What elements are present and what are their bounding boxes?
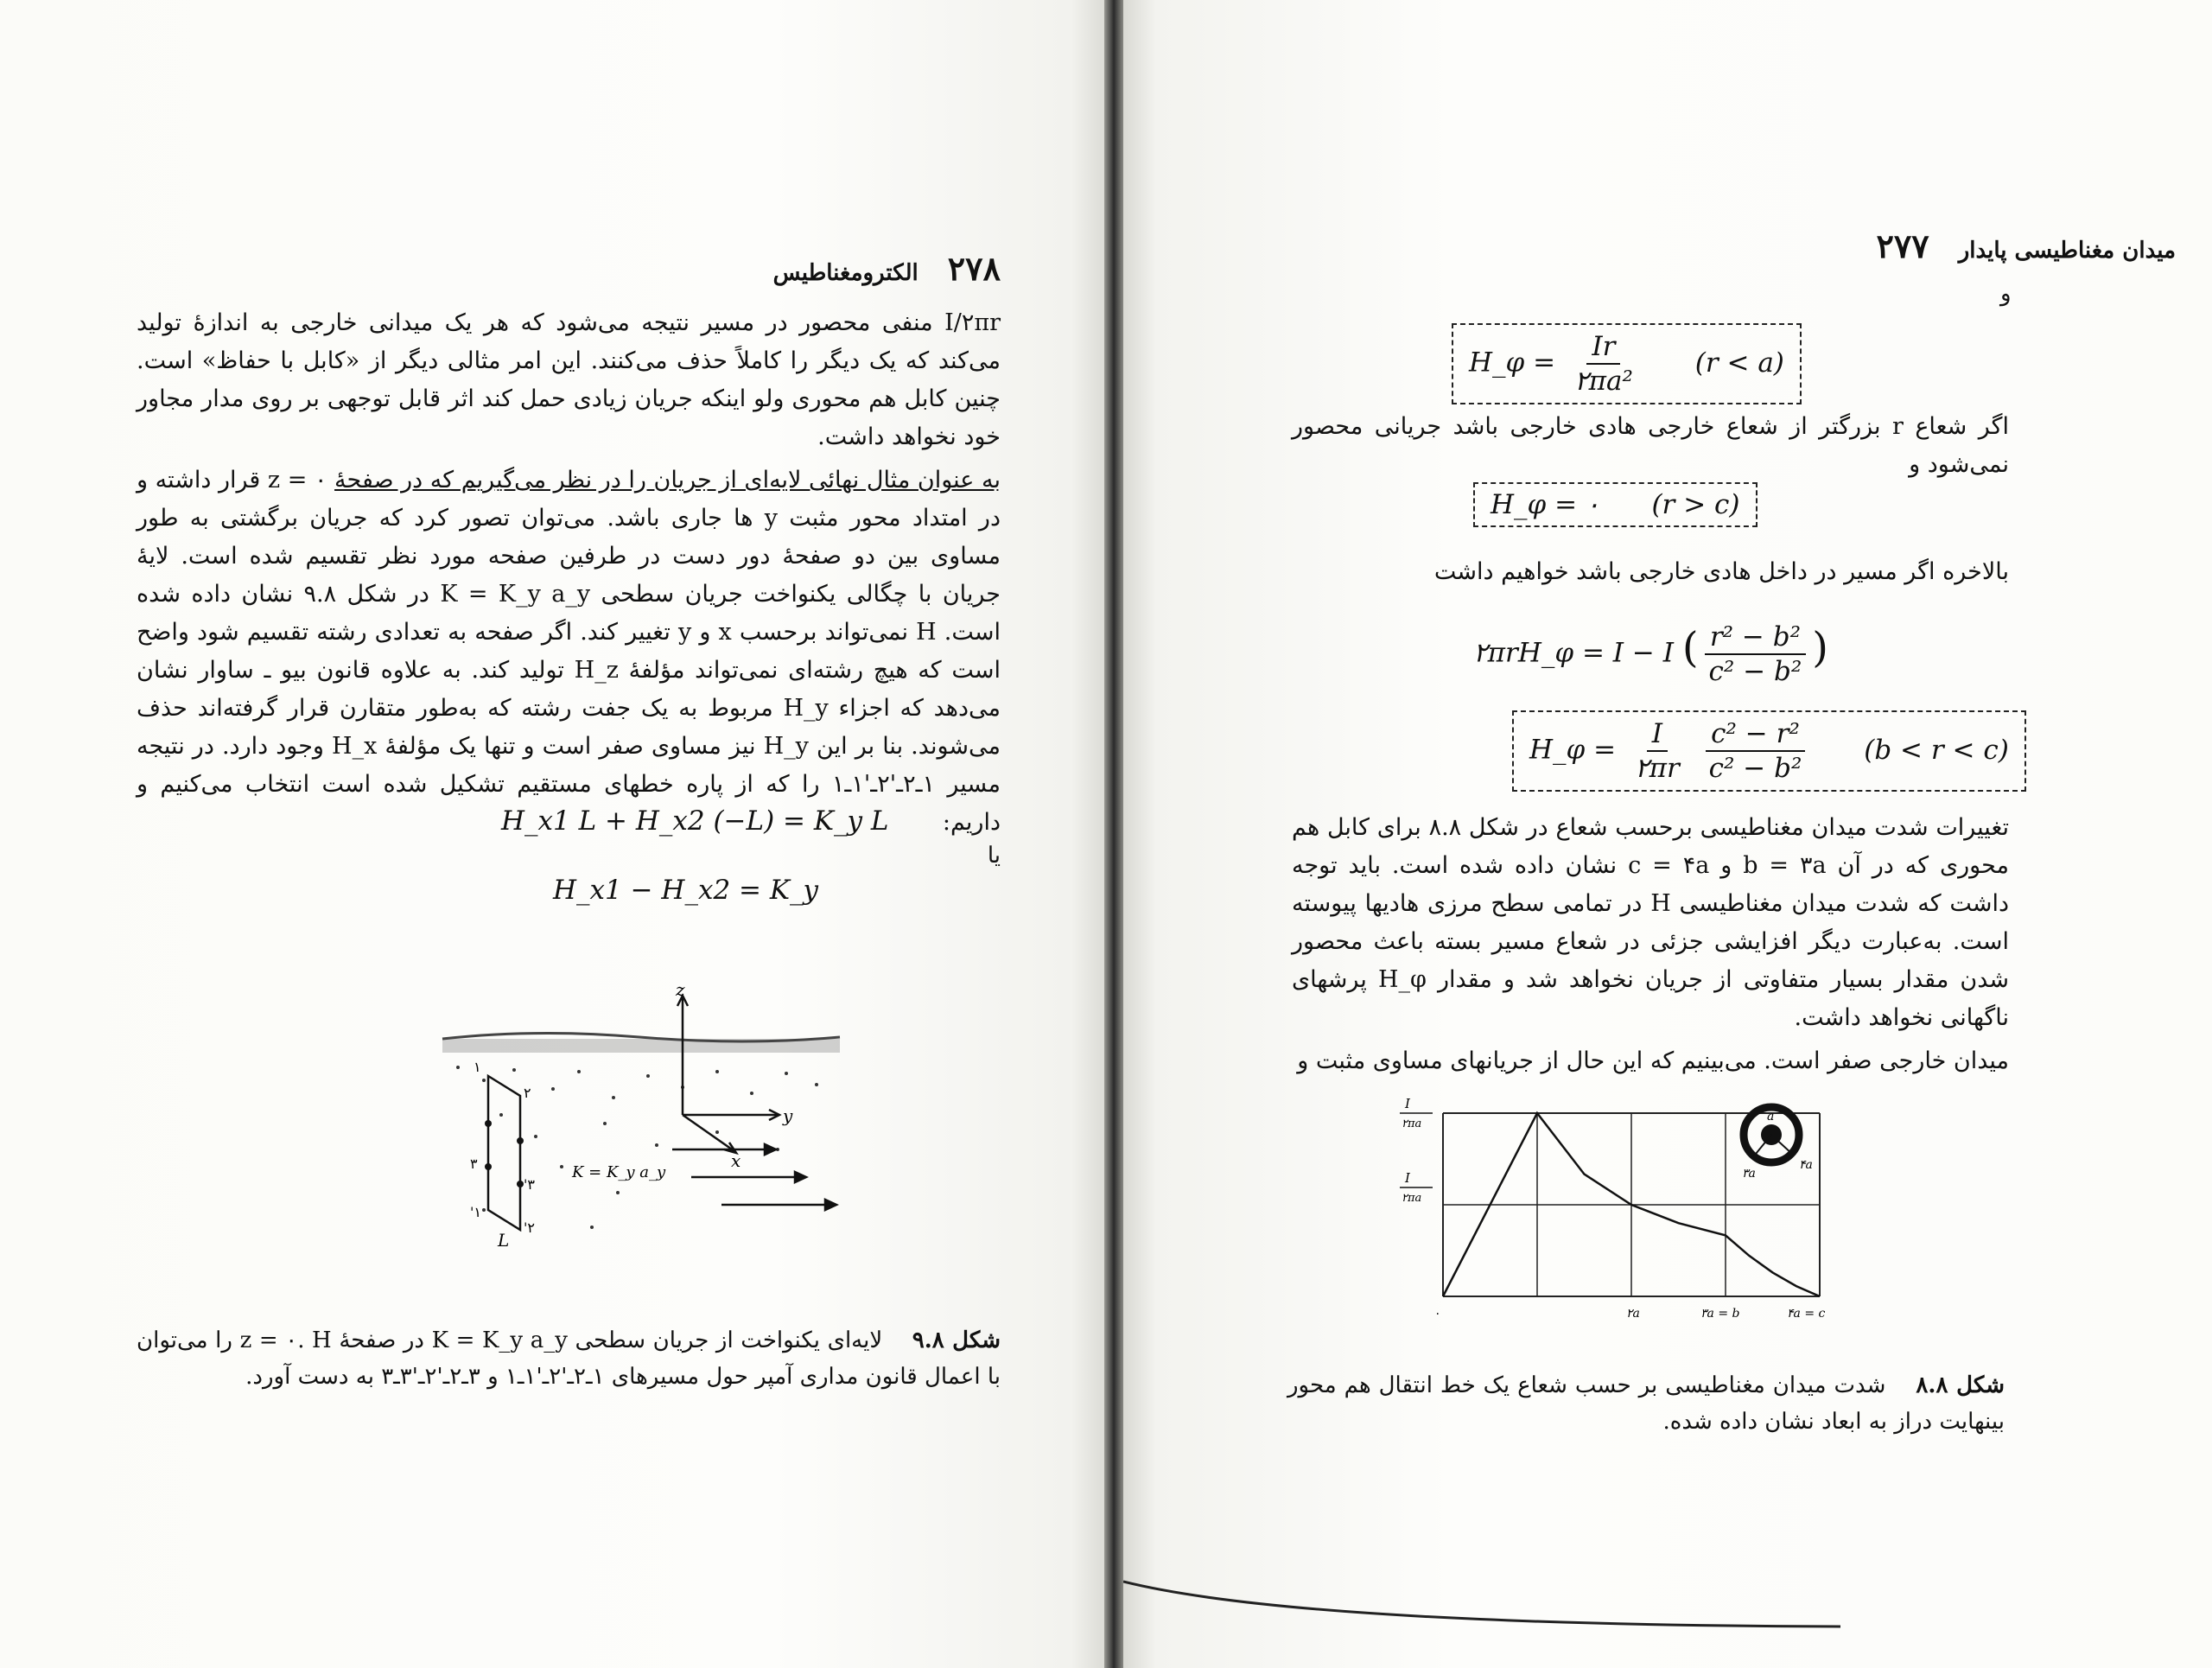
current-arrows	[672, 1144, 836, 1210]
point-label: '۲	[524, 1219, 535, 1236]
inset-label: ۴a	[1799, 1158, 1813, 1172]
inset-label: a	[1767, 1110, 1775, 1124]
point-label: '۳	[524, 1176, 535, 1193]
y-tick-top-den: ۲πa	[1402, 1117, 1422, 1130]
eq-lhs: H_φ =	[1469, 347, 1556, 379]
equation-outer-field	[1473, 482, 1758, 527]
point-label: ۳	[470, 1156, 478, 1172]
figure-field-plot	[1400, 1087, 1832, 1329]
left-body-text	[137, 304, 1001, 847]
fraction	[1569, 330, 1638, 398]
numerator: Ir	[1586, 330, 1620, 365]
numerator: c² − r²	[1706, 717, 1805, 752]
left-page	[0, 0, 1104, 1668]
running-title: الکترومغناطیس	[772, 260, 918, 286]
condition: (r > c)	[1651, 489, 1740, 520]
inset-label: ۳a	[1742, 1167, 1756, 1181]
page-number: ۲۷۷	[1876, 226, 1929, 265]
x-axis-label: x	[731, 1150, 741, 1171]
paragraph	[137, 462, 1001, 842]
equation-field-jump: H_x1 − H_x2 = K_y	[553, 875, 819, 906]
right-page	[1123, 0, 2212, 1668]
figure-caption-left	[137, 1322, 1001, 1395]
denominator: c² − b²	[1708, 753, 1802, 784]
sheet-texture	[442, 1033, 840, 1229]
point-label: ۲	[524, 1085, 531, 1101]
condition: (r < a)	[1694, 347, 1784, 379]
equation-ampere-shell: ۲πrH_φ = I − I ( $\frac{\text{r² − b²}}{\text{c² − b²}}$ )	[1473, 621, 1829, 687]
page-number: ۲۷۸	[947, 249, 1001, 288]
fraction	[1704, 717, 1808, 785]
figure-label: شکل ۸.۸	[1916, 1372, 2005, 1398]
numerator: r² − b²	[1705, 621, 1806, 655]
equation-ampere-loop: H_x1 L + H_x2 (−L) = K_y L	[501, 805, 889, 837]
x-tick-label: ۲a	[1626, 1307, 1640, 1321]
denominator: ۲πa²	[1573, 366, 1633, 397]
axes	[677, 996, 779, 1153]
x-tick-label: ۳a = b	[1700, 1307, 1740, 1321]
book-gutter	[1104, 0, 1123, 1668]
eq-lhs: ۲πrH_φ = I − I	[1473, 637, 1674, 669]
x-tick-label: ۴a = c	[1787, 1307, 1826, 1321]
right-body-text	[1292, 809, 2009, 1085]
z-axis-label: z	[676, 985, 685, 1000]
equation-shell-field	[1512, 710, 2026, 792]
caption-text: لایه‌ای یکنواخت از جریان سطحی K = K_y a_y در صفحهٔ z = ۰. H را می‌توان با اعمال قانون مداری آمپر حول مسیرهای ۱ـ۲ـ'۲ـ'۱ـ۱ و ۳ـ۲ـ'۲ـ'۳ـ۳ به دست آورد.	[137, 1327, 1001, 1390]
numerator: I	[1647, 717, 1668, 752]
running-header-left	[773, 249, 1001, 288]
running-title: میدان مغناطیسی پایدار	[1958, 238, 2176, 264]
paragraph: I/۲πr منفی محصور در مسیر نتیجه می‌شود که هر یک میدانی خارجی به اندازهٔ تولید می‌کند که یک دیگر را کاملاً حذف می‌کنند. این امر مثالی دیگر از «کابل با حفاظ» است. چنین کابل هم محوری ولو اینکه جریان زیادی حمل کند اثر قابل توجهی بر روی مدار مجاور خود نخواهد داشت.	[137, 309, 1001, 450]
y-axis-label: y	[783, 1105, 793, 1126]
figure-label: شکل ۹.۸	[912, 1327, 1001, 1353]
eq-lhs: H_φ =	[1529, 734, 1617, 766]
underlined-phrase: به عنوان مثال نهائی لایه‌ای از جریان را در نظر می‌گیریم که در صفحهٔ	[334, 467, 1001, 493]
coax-inset	[1742, 1107, 1813, 1181]
paragraph: تغییرات شدت میدان مغناطیسی برحسب شعاع در شکل ۸.۸ برای کابل هم محوری که در آن b = ۳a و c = ۴a نشان داده شده است. باید توجه داشت که شدت میدان مغناطیسی H در تمامی سطح مرزی هادیها پیوسته است. به‌عبارت دیگر افزایشی جزئی در شعاع مسیر بسته باعث محصور شدن مقدار بسیار متفاوتی از جریان نخواهد شد و مقدار H_φ پرشهای ناگهانی نخواهد داشت.	[1292, 814, 2010, 1031]
denominator: ۲πr	[1634, 753, 1680, 784]
fraction	[1630, 717, 1685, 785]
paragraph: میدان خارجی صفر است. می‌بینیم که این حال از جریانهای مساوی مثبت و	[1297, 1047, 2009, 1074]
page-curl-line	[1123, 1564, 1858, 1642]
eq-lhs: H_φ = ۰	[1491, 489, 1600, 520]
x-tick-label: ۰	[1434, 1307, 1441, 1321]
length-label: L	[498, 1230, 510, 1251]
paragraph-continuation: z = ۰ قرار داشته و در امتداد محور مثبت y ها جاری باشد. می‌توان تصور کرد که جریان برگشتی به طور مساوی بین دو صفحهٔ دور دست در طرفین صفحه مورد نظر تقسیم شده است. لایهٔ جریان با چگالی یکنواخت جریان سطحی K = K_y a_y در شکل ۹.۸ نشان داده شده است. H نمی‌تواند برحسب x و y تغییر کند. اگر صفحه به تعدادی رشته تقسیم شود واضح است که هیچ رشته‌ای نمی‌تواند مؤلفهٔ H_z تولید کند. به علاوه قانون بیو ـ ساوار نشان می‌دهد که اجزاء H_y مربوط به یک جفت رشته که به‌طور متقارن قرار گرفته‌اند حذف می‌شوند. بنا بر این H_y نیز مساوی صفر است و تنها یک مؤلفهٔ H_x وجود دارد. در نتیجه مسیر ۱ـ۲ـ'۲ـ'۱ـ۱ را که از پاره خطهای مستقیم تشکیل شده است انتخاب می‌کنیم و داریم:	[137, 467, 1001, 836]
amperian-path	[488, 1076, 520, 1230]
paragraph: بالاخره اگر مسیر در داخل هادی خارجی باشد خواهیم داشت	[1433, 558, 2009, 585]
paragraph: اگر شعاع r بزرگتر از شعاع خارجی هادی خارجی باشد جریانی محصور نمی‌شود و	[1292, 413, 2009, 478]
y-tick-mid-den: ۲πa	[1402, 1192, 1422, 1205]
figure-current-sheet	[432, 985, 864, 1270]
point-label: '۱	[470, 1204, 481, 1220]
fraction	[1704, 621, 1808, 688]
point-label: ۱	[474, 1059, 481, 1075]
y-tick-top-num: I	[1405, 1096, 1410, 1111]
running-header-right	[1876, 226, 2176, 265]
caption-text: شدت میدان مغناطیسی بر حسب شعاع یک خط انتقال هم محور بینهایت دراز به ابعاد نشان داده شده.	[1287, 1372, 2005, 1435]
condition: (b < r < c)	[1864, 734, 2009, 766]
denominator: c² − b²	[1708, 656, 1802, 687]
k-label: K = K_y a_y	[572, 1163, 666, 1181]
figure-caption-right	[1287, 1367, 2005, 1440]
y-tick-mid-num: I	[1405, 1170, 1410, 1186]
equation-inner-field	[1452, 323, 1802, 404]
connector-word: یا	[987, 843, 1001, 869]
fragment-word: و	[2000, 281, 2012, 307]
